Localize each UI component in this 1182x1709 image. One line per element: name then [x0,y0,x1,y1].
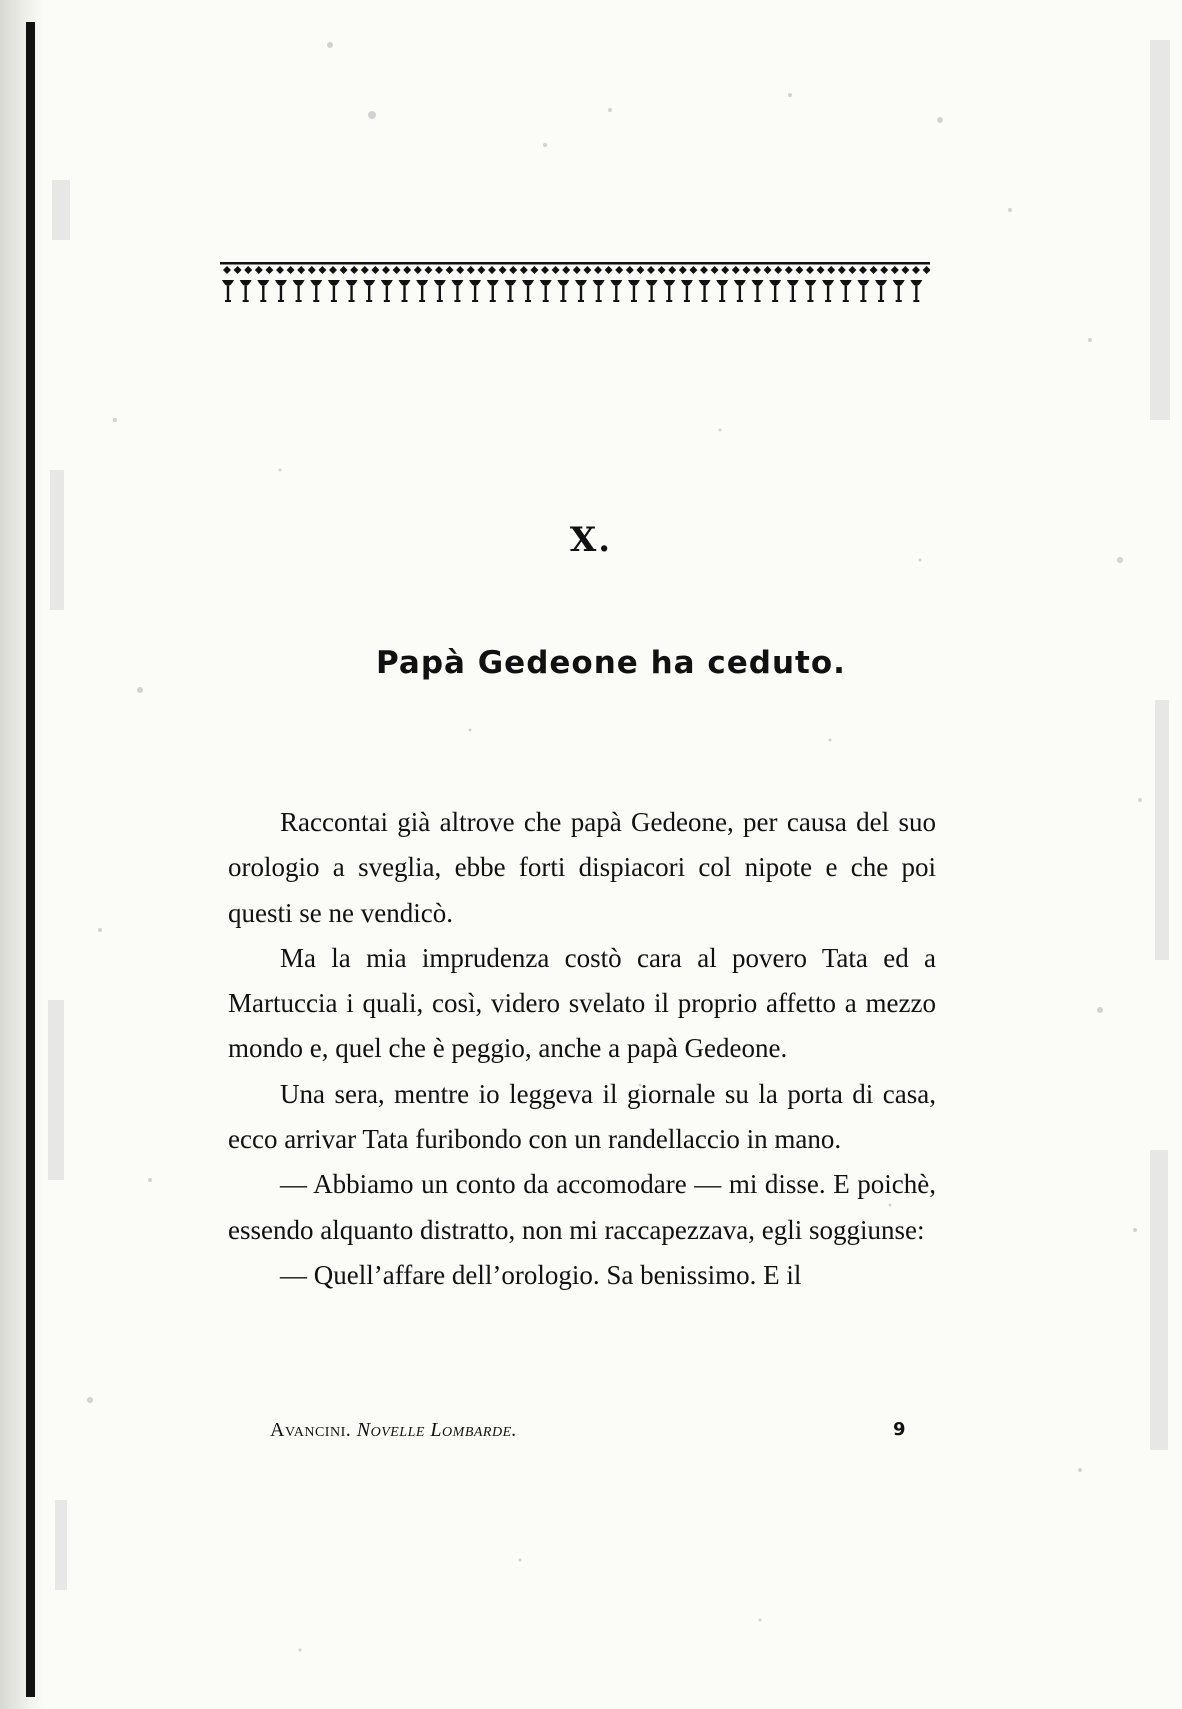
paragraph: Ma la mia imprudenza costò cara al povero Tata ed a Martuccia i quali, così, videro svelato il proprio affetto a mezzo mondo e, quel che è peggio, anche a papà Gedeone. [228,942,936,1064]
ornament-diamond [679,266,687,274]
ornament-diamond [700,266,708,274]
ornament-drop [363,280,375,302]
page-spine-shadow [0,0,44,1709]
ornament-drop [310,280,322,302]
ornament-diamond [742,266,750,274]
ornament-diamond [265,266,273,274]
ornament-drop [487,280,499,302]
page-number: 9 [892,1419,906,1440]
footer-author: Avancini. [270,1419,352,1441]
chapter-number: X. [569,520,613,560]
ornament-diamond [764,266,772,274]
ornament-diamond [287,266,295,274]
ornament-diamond [785,266,793,274]
ornament-drop [275,280,287,302]
chapter-title: Papà Gedeone ha ceduto. [376,645,846,681]
ornament-drop [575,280,587,302]
ornament-diamond [901,266,909,274]
dialogue-paragraph: — Quell’affare dell’orologio. Sa benissimo. E il [280,1259,802,1290]
ornament-drop [840,280,852,302]
ornament-diamond [923,266,930,274]
ornament-diamond [520,266,528,274]
ornament-diamond [848,266,856,274]
ornament-drop [416,280,428,302]
ornament-diamond [912,266,920,274]
ornament-diamond [626,266,634,274]
ornament-diamond [732,266,740,274]
ornament-diamond [594,266,602,274]
ornament-diamond [827,266,835,274]
footer-book-title: Novelle Lombarde. [356,1419,518,1441]
ornament-diamond [477,266,485,274]
ornament-diamond [647,266,655,274]
ornament-diamond [859,266,867,274]
ornament-drop [875,280,887,302]
ornament-drop [540,280,552,302]
ornament-drop [257,280,269,302]
ornament-drop [222,280,234,302]
ornament-diamond [234,266,242,274]
ornament-drop [240,280,252,302]
ornament-diamond [435,266,443,274]
ornament-diamond [562,266,570,274]
ornament-diamond [806,266,814,274]
ornament-diamond [382,266,390,274]
ornament-drop [451,280,463,302]
ornament-diamond [552,266,560,274]
ornament-drop [787,280,799,302]
ornament-diamond [276,266,284,274]
ornament-drop [293,280,305,302]
ornament-drop [681,280,693,302]
ornament-diamond [838,266,846,274]
ornament-drop [857,280,869,302]
ornament-drop [716,280,728,302]
ornament-diamond [403,266,411,274]
ornament-drop [646,280,658,302]
ornament-drop [522,280,534,302]
paragraph: Raccontai già altrove che papà Gedeone, per causa del suo orologio a sveglia, ebbe forti dispiacori col nipote e che poi questi se ne vendicò. [228,807,936,928]
ornament-diamond [393,266,401,274]
ornament-drop [804,280,816,302]
page-footer [270,1419,906,1451]
ornament-diamond [530,266,538,274]
body-text [228,800,936,1298]
ornament-drop [381,280,393,302]
ornament-diamond [414,266,422,274]
ornament-diamond [297,266,305,274]
ornament-diamond [361,266,369,274]
ornament-diamond [350,266,358,274]
ornament-drop [346,280,358,302]
ornament-drop [910,280,922,302]
ornament-drop [328,280,340,302]
ornament-drop [699,280,711,302]
ornament-drop [593,280,605,302]
ornament-diamond [318,266,326,274]
ornament-diamond [721,266,729,274]
ornament-diamond [456,266,464,274]
ornament-drop [822,280,834,302]
ornament-diamond [340,266,348,274]
ornament-diamond [244,266,252,274]
decorative-header-border [220,262,930,310]
ornament-diamond [795,266,803,274]
ornament-diamond [541,266,549,274]
ornament-diamond [446,266,454,274]
ornament-diamond [255,266,263,274]
ornament-diamond [689,266,697,274]
ornament-drop [752,280,764,302]
ornament-drop [663,280,675,302]
ornament-drop [399,280,411,302]
ornament-drop [504,280,516,302]
ornament-diamond [891,266,899,274]
ornament-diamond [499,266,507,274]
ornament-drop [769,280,781,302]
ornament-drop [628,280,640,302]
ornament-diamond [573,266,581,274]
ornament-diamond [424,266,432,274]
ornament-diamond [509,266,517,274]
ornament-diamond [668,266,676,274]
paragraph: Una sera, mentre io leggeva il giornale su la porta di casa, ecco arrivar Tata furibondo con un randellaccio in mano. [228,1078,936,1155]
ornament-diamond [658,266,666,274]
footer-running-head [270,1419,517,1442]
ornament-drop [469,280,481,302]
ornament-diamond [488,266,496,274]
ornament-diamond [605,266,613,274]
ornament-diamond [467,266,475,274]
ornament-diamond [329,266,337,274]
ornament-diamond [753,266,761,274]
ornament-diamond [711,266,719,274]
ornament-diamond [636,266,644,274]
ornament-drop [734,280,746,302]
ornament-diamond [817,266,825,274]
ornament-diamond [880,266,888,274]
ornament-diamond [870,266,878,274]
ornament-drop [610,280,622,302]
ornament-diamond [774,266,782,274]
ornament-diamond [583,266,591,274]
binding-edge [26,22,35,1697]
dialogue-paragraph: — Abbiamo un conto da accomodare — mi disse. E poichè, essendo alquanto distratto, non mi raccapezzava, egli soggiunse: [228,1169,936,1245]
ornament-drop [434,280,446,302]
ornament-diamond [371,266,379,274]
ornament-drop [893,280,905,302]
ornament-drop [557,280,569,302]
ornament-diamond [308,266,316,274]
ornament-diamond [223,266,231,274]
ornament-diamond [615,266,623,274]
